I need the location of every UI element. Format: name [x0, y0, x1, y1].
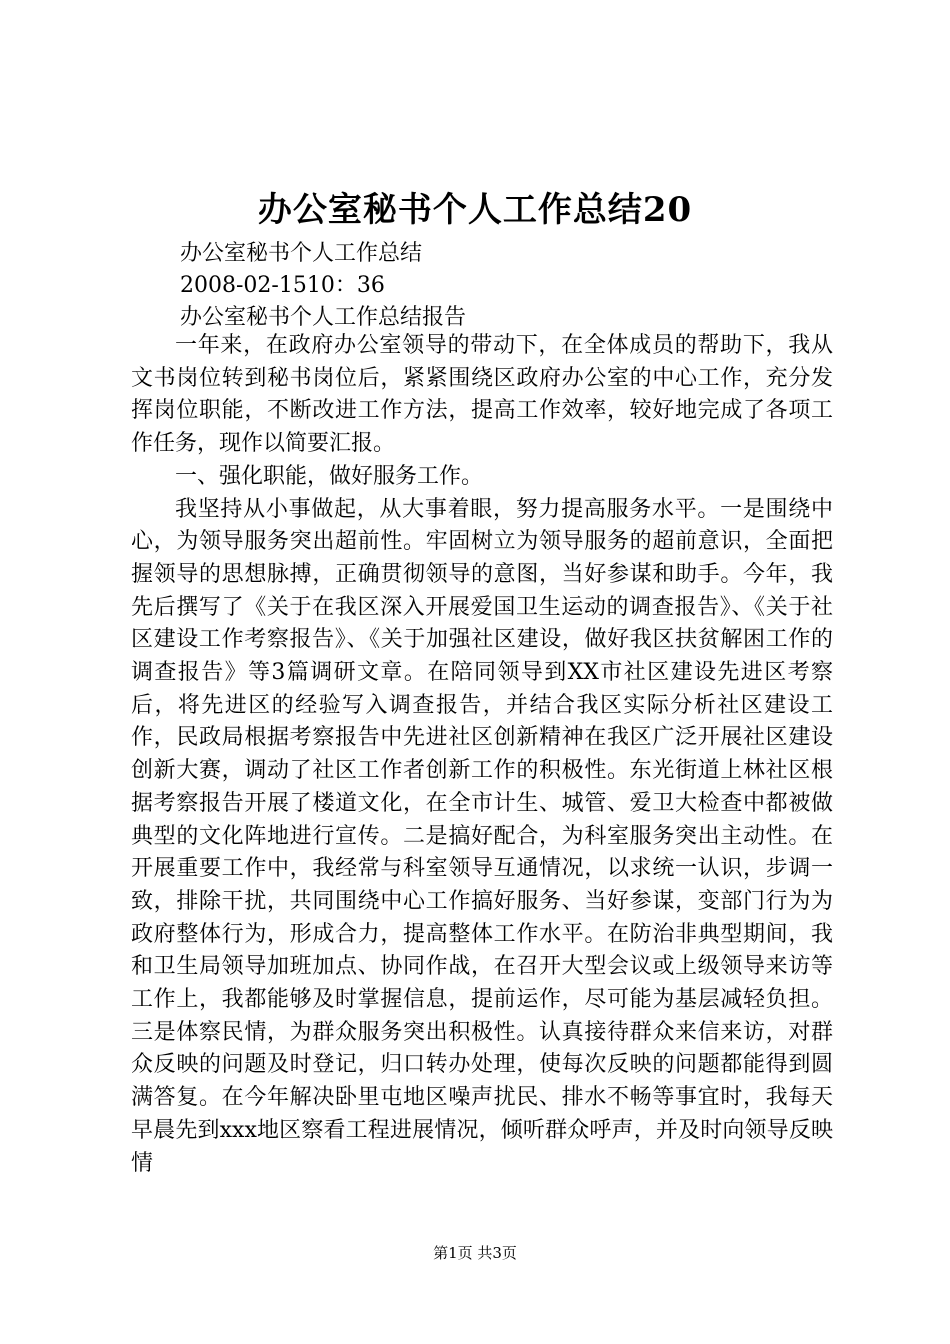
document-title: 办公室秘书个人工作总结20 [257, 190, 693, 230]
document-date: 2008-02-1510：36 [180, 273, 385, 298]
section-heading: 一、强化职能，做好服务工作。 [175, 463, 484, 489]
document-body [131, 330, 833, 1180]
body-paragraph: 我坚持从小事做起，从大事着眼，努力提高服务水平。一是围绕中心，为领导服务突出超前性。牢固树立为领导服务的超前意识，全面把握领导的思想脉搏，正确贯彻领导的意图，当好参谋和助手。今年，我先后撰写了《关于在我区深入开展爱国卫生运动的调查报告》、《关于社区建设工作考察报告》、《关于加强社区建设，做好我区扶贫解困工作的调查报告》等3篇调研文章。在陪同领导到XX市社区建设先进区考察后，将先进区的经验写入调查报告，并结合我区实际分析社区建设工作，民政局根据考察报告中先进社区创新精神在我区广泛开展社区建设创新大赛，调动了社区工作者创新工作的积极性。东光街道上林社区根据考察报告开展了楼道文化，在全市计生、城管、爱卫大检查中都被做典型的文化阵地进行宣传。二是搞好配合，为科室服务突出主动性。在开展重要工作中，我经常与科室领导互通情况，以求统一认识，步调一致，排除干扰，共同围绕中心工作搞好服务、当好参谋，变部门行为为政府整体行为，形成合力，提高整体工作水平。在防治非典型期间，我和卫生局领导加班加点、协同作战，在召开大型会议或上级领导来访等工作上，我都能够及时掌握信息，提前运作，尽可能为基层减轻负担。三是体察民情，为群众服务突出积极性。认真接待群众来信来访，对群众反映的问题及时登记，归口转办处理，使每次反映的问题都能得到圆满答复。在今年解决卧里屯地区噪声扰民、排水不畅等事宜时，我每天早晨先到xxx地区察看工程进展情况，倾听群众呼声，并及时向领导反映情 [131, 496, 833, 1176]
intro-paragraph: 一年来，在政府办公室领导的带动下，在全体成员的帮助下，我从文书岗位转到秘书岗位后，紧紧围绕区政府办公室的中心工作，充分发挥岗位职能，不断改进工作方法，提高工作效率，较好地完成了各项工作任务，现作以简要汇报。 [131, 333, 833, 457]
report-heading: 办公室秘书个人工作总结报告 [180, 305, 467, 330]
document-subtitle: 办公室秘书个人工作总结 [180, 241, 423, 266]
page-footer: 第1页 共3页 [433, 1244, 517, 1262]
